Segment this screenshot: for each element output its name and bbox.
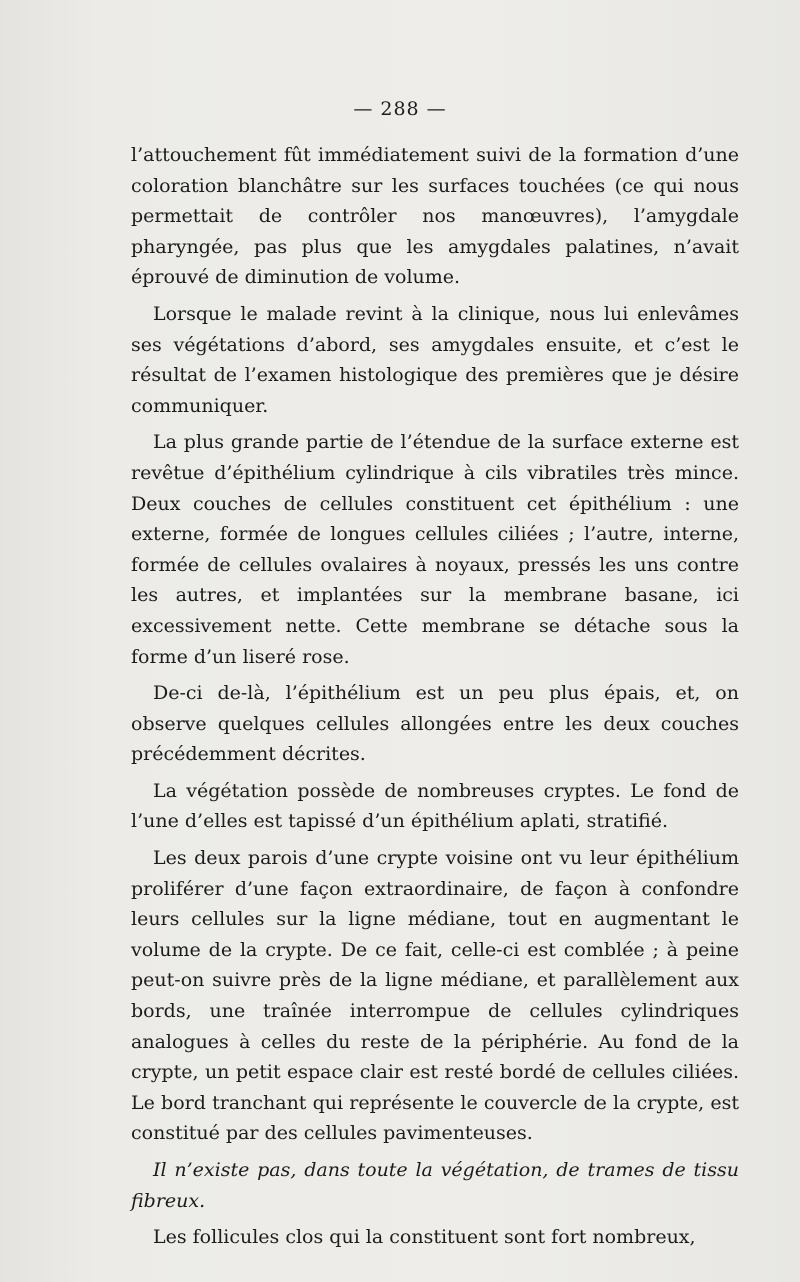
- body-text: [131, 140, 739, 1259]
- paragraph-1: l’attouchement fût immédiatement suivi de la formation d’une coloration blanchâtre sur les surfaces touchées (ce qui nous permettait de contrôler nos manœuvres), l’amygdale pharyngée, pas plus que les amygdales palatines, n’avait éprouvé de diminution de volume.: [131, 144, 739, 289]
- paragraph-6: Les deux parois d’une crypte voisine ont vu leur épithélium proliférer d’une façon extraordinaire, de façon à confondre leurs cellules sur la ligne médiane, tout en augmentant le volume de la crypte. De ce fait, celle-ci est comblée ; à peine peut-on suivre près de la ligne médiane, et parallèlement aux bords, une traînée interrompue de cellules cylindriques analogues à celles du reste de la périphérie. Au fond de la crypte, un petit espace clair est resté bordé de cellules ciliées. Le bord tranchant qui représente le couvercle de la crypte, est constitué par des cellules pavimenteuses.: [131, 847, 739, 1145]
- paragraph-4: De-ci de-là, l’épithélium est un peu plus épais, et, on observe quelques cellules allongées entre les deux couches précédemment décrites.: [131, 682, 739, 766]
- paragraph-3: La plus grande partie de l’étendue de la surface externe est revêtue d’épithélium cylindrique à cils vibratiles très mince. Deux couches de cellules constituent cet épithélium : une externe, formée de longues cellules ciliées ; l’autre, interne, formée de cellules ovalaires à noyaux, pressés les uns contre les autres, et implantées sur la membrane basane, ici excessivement nette. Cette membrane se détache sous la forme d’un liseré rose.: [131, 431, 739, 668]
- paragraph-2: Lorsque le malade revint à la clinique, nous lui enlevâmes ses végétations d’abord, ses amygdales ensuite, et c’est le résultat de l’examen histologique des premières que je désire communiquer.: [131, 302, 739, 417]
- paragraph-5: La végétation possède de nombreuses cryptes. Le fond de l’une d’elles est tapissé d’un épithélium aplati, stratifié.: [131, 779, 739, 833]
- paragraph-8: Les follicules clos qui la constituent sont fort nombreux,: [153, 1226, 696, 1249]
- page-number: — 288 —: [353, 98, 447, 120]
- paragraph-7-italic: Il n’existe pas, dans toute la végétation, de trames de tissu fibreux.: [131, 1159, 739, 1212]
